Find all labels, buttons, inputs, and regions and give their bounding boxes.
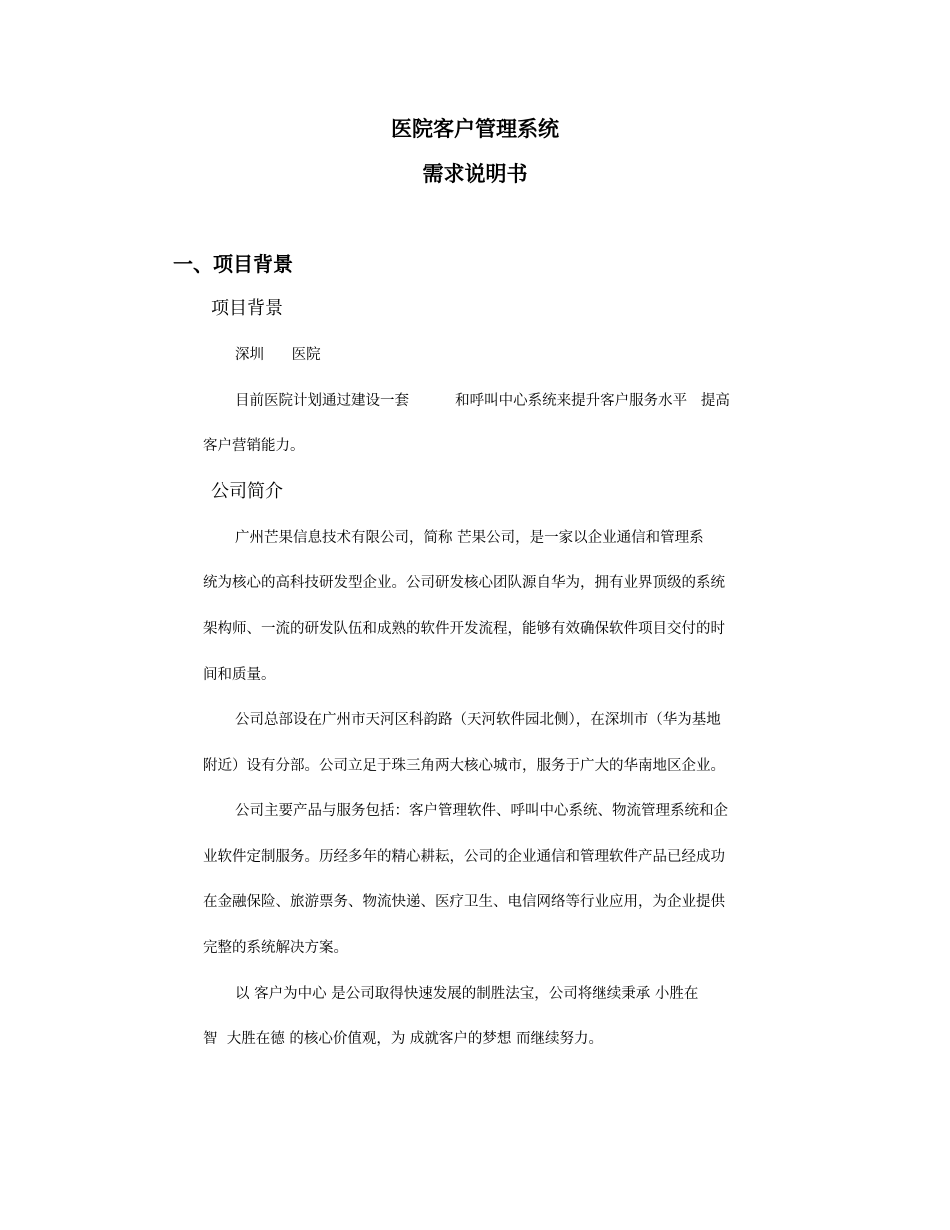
paragraph-line: 间和质量。 [203, 667, 276, 683]
paragraph-line: 深圳 医院 [235, 347, 321, 363]
paragraph-line: 在金融保险、旅游票务、物流快递、医疗卫生、电信网络等行业应用，为企业提供 [203, 894, 725, 910]
paragraph-line: 以 客户为中心 是公司取得快速发展的制胜法宝，公司将继续秉承 小胜在 [235, 986, 699, 1002]
document-subtitle: 需求说明书 [422, 162, 528, 186]
paragraph-line: 智 大胜在德 的核心价值观，为 成就客户的梦想 而继续努力。 [203, 1031, 604, 1047]
subsection-heading-project-background: 项目背景 [211, 298, 283, 319]
paragraph-line: 业软件定制服务。历经多年的精心耕耘，公司的企业通信和管理软件产品已经成功 [203, 849, 725, 865]
document-title: 医院客户管理系统 [391, 117, 559, 141]
paragraph-line: 架构师、一流的研发队伍和成熟的软件开发流程，能够有效确保软件项目交付的时 [203, 621, 725, 637]
paragraph-line: 统为核心的高科技研发型企业。公司研发核心团队源自华为，拥有业界顶级的系统 [203, 575, 725, 591]
paragraph-line: 客户营销能力。 [203, 438, 305, 454]
paragraph-line: 广州芒果信息技术有限公司，简称 芒果公司，是一家以企业通信和管理系 [235, 530, 704, 546]
paragraph-line: 完整的系统解决方案。 [203, 940, 348, 956]
section-heading-project-background: 一、项目背景 [173, 252, 293, 276]
subsection-heading-company-profile: 公司简介 [211, 481, 283, 502]
paragraph-line: 公司总部设在广州市天河区科韵路（天河软件园北侧），在深圳市（华为基地 [235, 712, 721, 728]
paragraph-line: 目前医院计划通过建设一套 和呼叫中心系统来提升客户服务水平 提高 [235, 393, 730, 409]
paragraph-line: 附近）设有分部。公司立足于珠三角两大核心城市，服务于广大的华南地区企业。 [203, 758, 725, 774]
paragraph-line: 公司主要产品与服务包括：客户管理软件、呼叫中心系统、物流管理系统和企 [235, 803, 728, 819]
